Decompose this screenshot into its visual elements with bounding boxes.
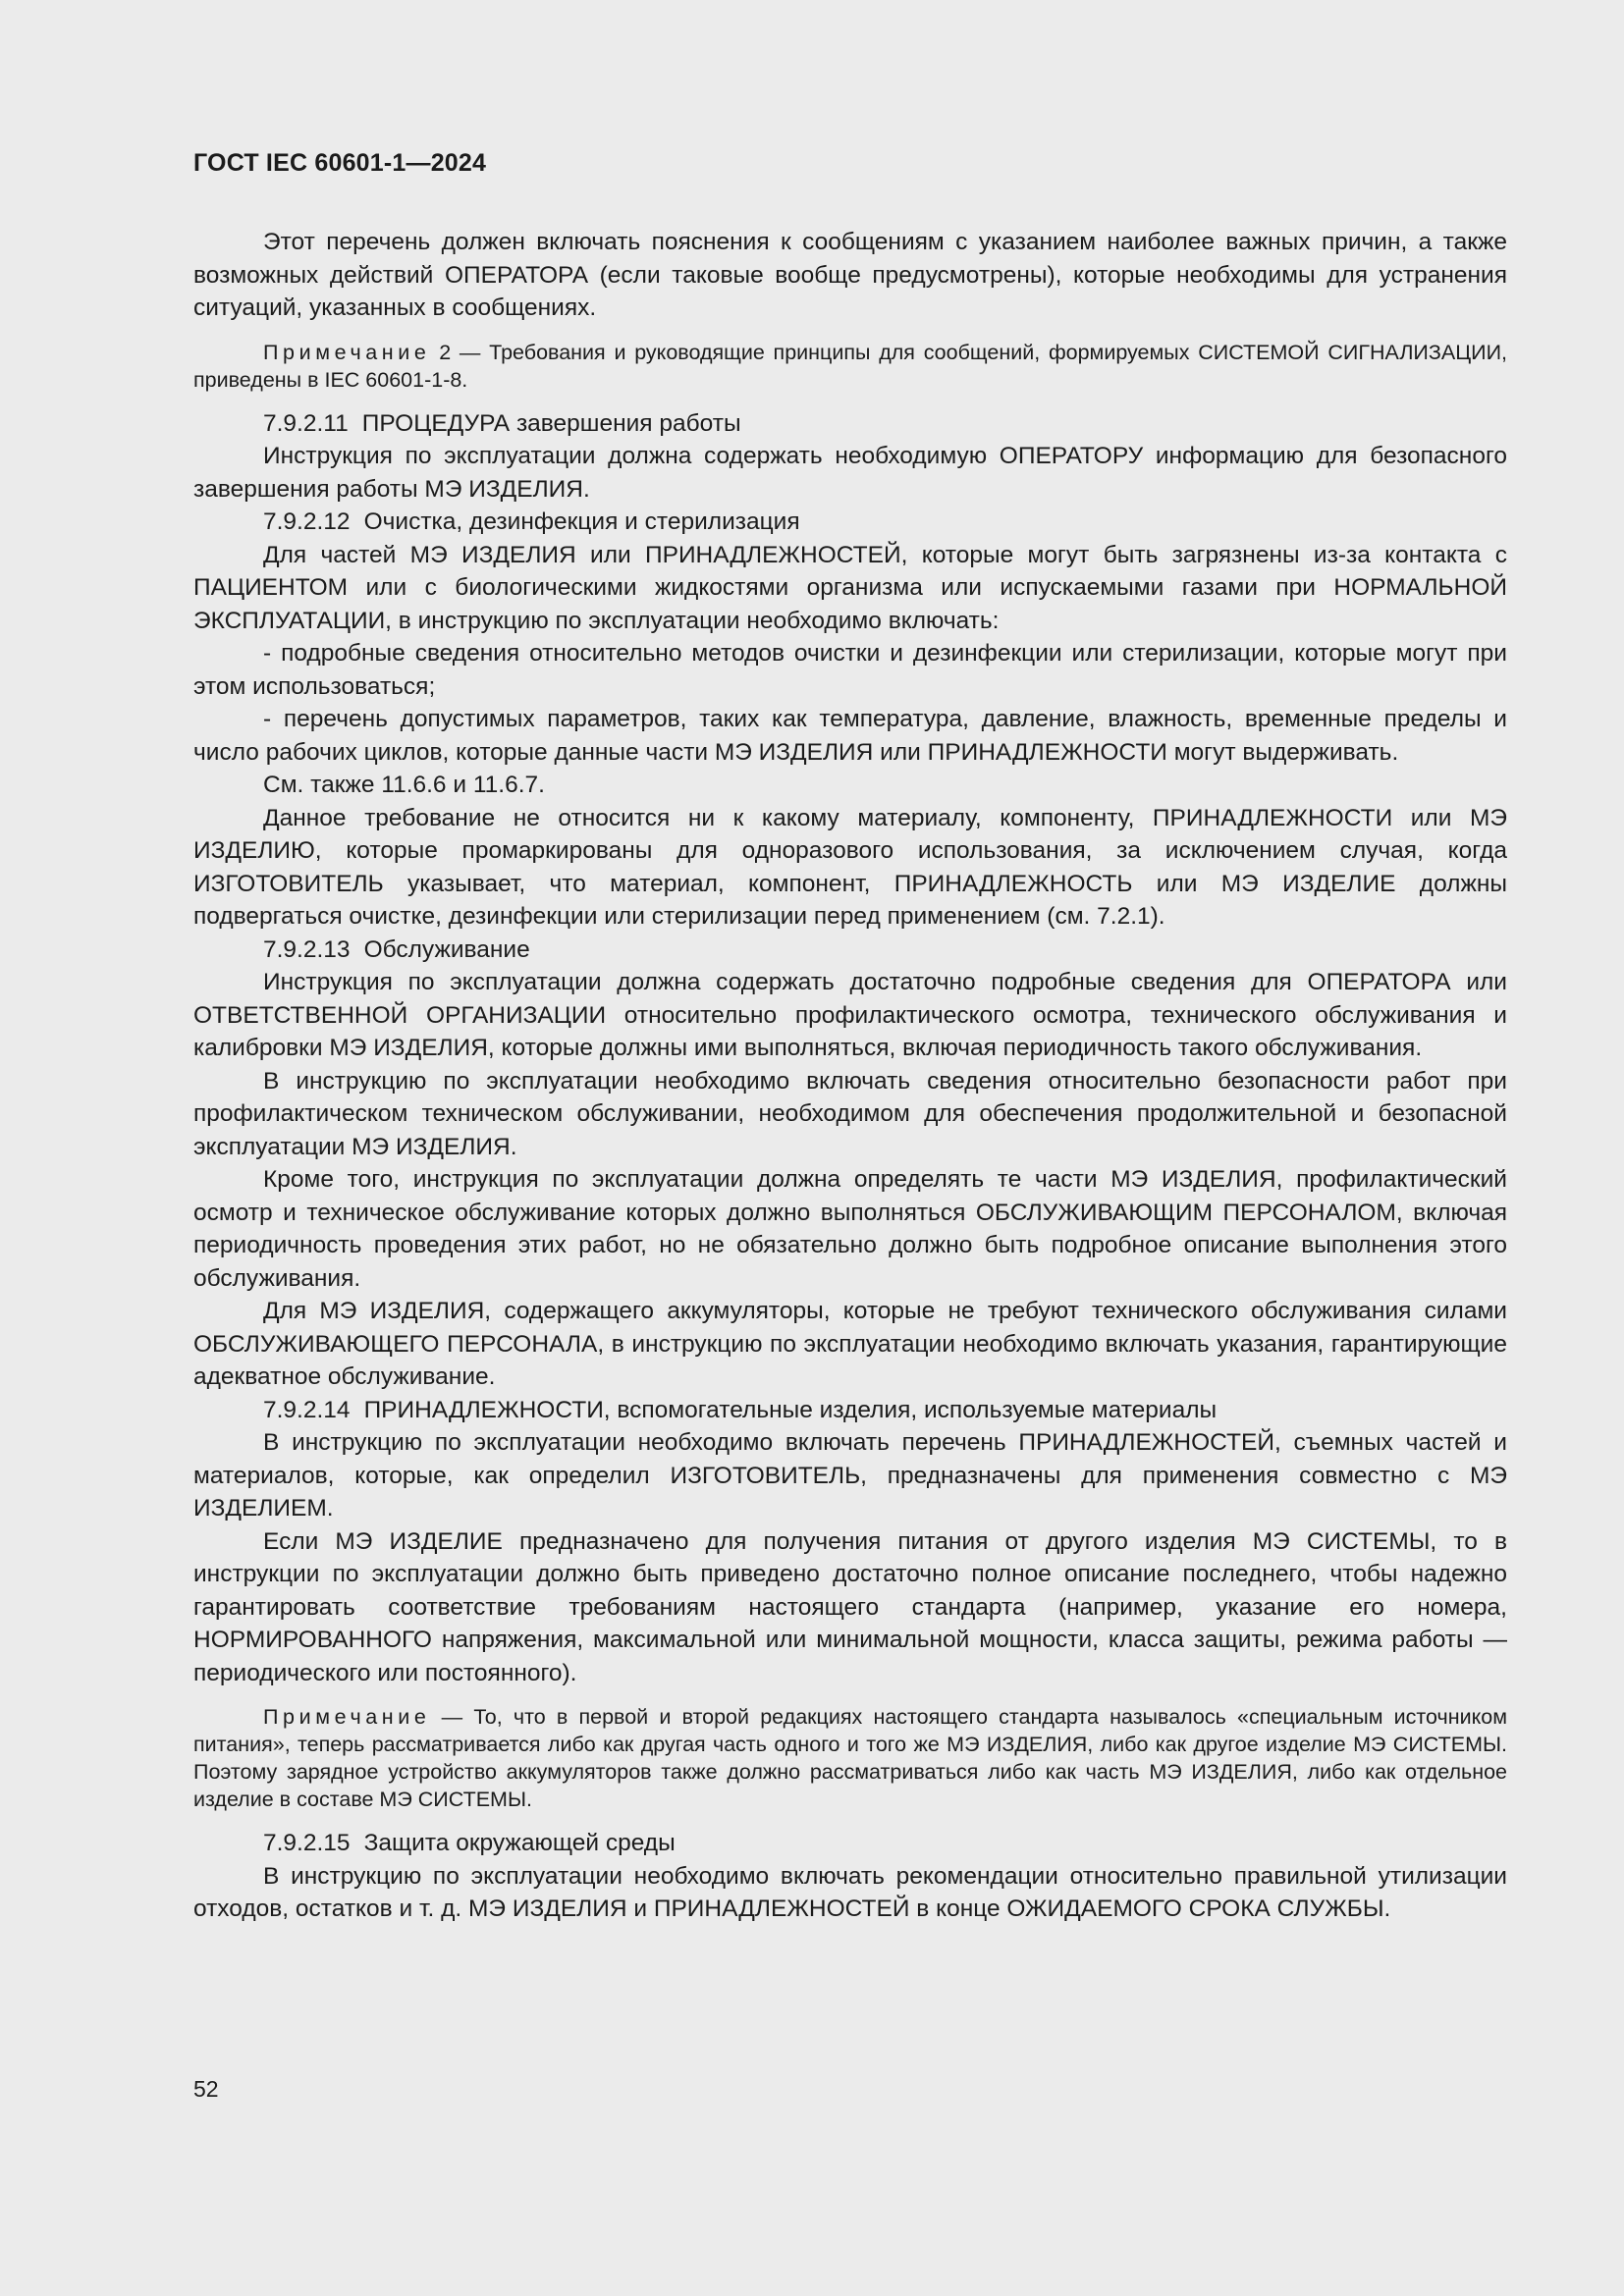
section-number: 7.9.2.13 [263,935,351,963]
note-text: 2 — Требования и руководящие принципы для сообщений, формируемых СИСТЕМОЙ СИГНАЛИЗАЦИИ, приведены в IEC 60601-1-8. [193,340,1507,392]
note [193,1703,1507,1813]
section-title: ПРИНАДЛЕЖНОСТИ, вспомогательные изделия, используемые материалы [363,1396,1218,1423]
note-label: Примечание [263,1705,431,1729]
section-heading [193,407,1507,441]
paragraph: См. также 11.6.6 и 11.6.7. [263,772,545,798]
section-number: 7.9.2.15 [263,1830,351,1856]
paragraph: Для частей МЭ ИЗДЕЛИЯ или ПРИНАДЛЕЖНОСТЕЙ, которые могут быть загрязнены из-за контакта с ПАЦИЕНТОМ или с биологическими жидкостями организма или испускаемыми газами при НОРМАЛЬНОЙ ЭКСПЛУАТАЦИИ, в инструкцию по эксплуатации необходимо включать: [193,541,1507,634]
paragraph: Если МЭ ИЗДЕЛИЕ предназначено для получения питания от другого изделия МЭ СИСТЕМЫ, то в инструкции по эксплуатации должно быть приведено достаточно полное описание последнего, чтобы надежно гарантировать соответствие требованиям настоящего стандарта (например, указание его номера, НОРМИРОВАННОГО напряжения, максимальной или минимальной мощности, класса защиты, режима работы — периодического или постоянного). [193,1527,1507,1686]
paragraph: В инструкцию по эксплуатации необходимо включать сведения относительно безопасности работ при профилактическом техническом обслуживании, необходимом для обеспечения продолжительной и безопасной эксплуатации МЭ ИЗДЕЛИЯ. [193,1067,1507,1160]
section-title: ПРОЦЕДУРА завершения работы [361,409,741,437]
section-heading [193,1827,1507,1860]
section-title: Очистка, дезинфекция и стерилизация [363,508,800,535]
paragraph: В инструкцию по эксплуатации необходимо включать рекомендации относительно правильной утилизации отходов, остатков и т. д. МЭ ИЗДЕЛИЯ и ПРИНАДЛЕЖНОСТЕЙ в конце ОЖИДАЕМОГО СРОКА СЛУЖБЫ. [193,1862,1507,1922]
note [193,339,1507,394]
page-number: 52 [193,2076,219,2102]
document-body [193,226,1507,1926]
paragraph: Для МЭ ИЗДЕЛИЯ, содержащего аккумуляторы, которые не требуют технического обслуживания силами ОБСЛУЖИВАЮЩЕГО ПЕРСОНАЛА, в инструкцию по эксплуатации необходимо включать указания, гарантирующие адекватное обслуживание. [193,1298,1507,1390]
note-label: Примечание [263,340,431,364]
section-heading [193,506,1507,539]
paragraph: Инструкция по эксплуатации должна содержать необходимую ОПЕРАТОРУ информацию для безопасного завершения работы МЭ ИЗДЕЛИЯ. [193,443,1507,503]
section-number: 7.9.2.11 [263,409,349,437]
section-heading [193,1394,1507,1427]
paragraph: Кроме того, инструкция по эксплуатации должна определять те части МЭ ИЗДЕЛИЯ, профилактический осмотр и техническое обслуживание которых должно выполняться ОБСЛУЖИВАЮЩИМ ПЕРСОНАЛОМ, включая периодичность проведения этих работ, но не обязательно должно быть подробное описание выполнения этого обслуживания. [193,1166,1507,1292]
section-number: 7.9.2.12 [263,508,351,535]
note-text: — То, что в первой и второй редакциях настоящего стандарта называлось «специальным источником питания», теперь рассматривается либо как другая часть одного и того же МЭ ИЗДЕЛИЯ, либо как другое изделие МЭ СИСТЕМЫ. Поэтому зарядное устройство аккумуляторов также должно рассматриваться либо как часть МЭ ИЗДЕЛИЯ, либо как отдельное изделие в составе МЭ СИСТЕМЫ. [193,1705,1507,1811]
paragraph: В инструкцию по эксплуатации необходимо включать перечень ПРИНАДЛЕЖНОСТЕЙ, съемных частей и материалов, которые, как определил ИЗГОТОВИТЕЛЬ, предназначены для применения совместно с МЭ ИЗДЕЛИЕМ. [193,1429,1507,1522]
paragraph: Данное требование не относится ни к какому материалу, компоненту, ПРИНАДЛЕЖНОСТИ или МЭ ИЗДЕЛИЮ, которые промаркированы для одноразового использования, за исключением случая, когда ИЗГОТОВИТЕЛЬ указывает, что материал, компонент, ПРИНАДЛЕЖНОСТЬ или МЭ ИЗДЕЛИЕ должны подвергаться очистке, дезинфекции или стерилизации перед применением (см. 7.2.1). [193,804,1507,930]
section-heading [193,934,1507,967]
list-item: - подробные сведения относительно методов очистки и дезинфекции или стерилизации, которые могут при этом использоваться; [193,640,1507,700]
document-header-code: ГОСТ IEC 60601-1—2024 [193,149,487,177]
paragraph: Инструкция по эксплуатации должна содержать достаточно подробные сведения для ОПЕРАТОРА или ОТВЕТСТВЕННОЙ ОРГАНИЗАЦИИ относительно профилактического осмотра, технического обслуживания и калибровки МЭ ИЗДЕЛИЯ, которые должны ими выполняться, включая периодичность такого обслуживания. [193,969,1507,1061]
section-title: Защита окружающей среды [363,1830,676,1856]
section-number: 7.9.2.14 [263,1396,351,1423]
section-title: Обслуживание [363,935,530,963]
list-item: - перечень допустимых параметров, таких как температура, давление, влажность, временные пределы и число рабочих циклов, которые данные части МЭ ИЗДЕЛИЯ или ПРИНАДЛЕЖНОСТИ могут выдерживать. [193,706,1507,766]
paragraph: Этот перечень должен включать пояснения к сообщениям с указанием наиболее важных причин, а также возможных действий ОПЕРАТОРА (если таковые вообще предусмотрены), которые необходимы для устранения ситуаций, указанных в сообщениях. [193,229,1507,321]
